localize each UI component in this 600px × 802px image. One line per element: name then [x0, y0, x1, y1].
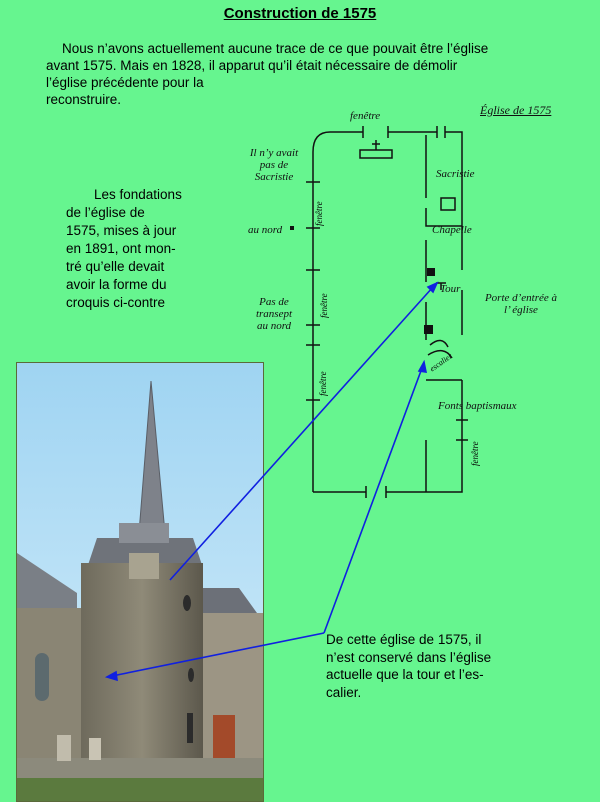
plan-label-line: Pas de	[259, 296, 289, 308]
plan-label-au-nord: au nord	[248, 224, 283, 236]
plan-label-chapelle: Chapelle	[432, 224, 472, 236]
plan-label-tour: Tour	[440, 283, 461, 295]
conserved-line: calier.	[326, 684, 362, 700]
plan-label-fenetre-v: fenêtre	[318, 371, 328, 396]
intro-line: l’église précédente pour la	[46, 75, 204, 90]
intro-line: avant 1575. Mais en 1828, il apparut qu’il était nécessaire de démolir	[46, 58, 458, 73]
tower-arrow	[170, 287, 433, 580]
plan-label-line: pas de	[259, 159, 289, 171]
foundations-line: 1575, mises à jour	[66, 223, 177, 238]
plan-label-fenetre-v: fenêtre	[319, 293, 329, 318]
plan-label-fenetre-v: fenêtre	[470, 441, 480, 466]
foundations-line: en 1891, ont mon-	[66, 241, 176, 256]
plan-label-line: Sacristie	[254, 171, 294, 183]
plan-label-pas-transept	[248, 296, 300, 332]
plan-label-line: au nord	[256, 320, 292, 332]
foundations-line: Les fondations	[94, 187, 182, 202]
plan-label-line: transept	[255, 308, 293, 320]
plan-wall	[445, 132, 462, 270]
plan-label-fonts: Fonts baptismaux	[438, 400, 517, 412]
foundations-line: tré qu’elle devait	[66, 259, 165, 274]
plan-label-fenetre-v: fenêtre	[314, 201, 324, 226]
intro-line: Nous n’avons actuellement aucune trace de ce que pouvait être l’église	[62, 41, 489, 56]
plan-label-line: Porte d’entrée à	[484, 292, 558, 304]
foundations-line: avoir la forme du	[66, 277, 167, 292]
plan-label-fenetre: fenêtre	[350, 110, 381, 122]
foundations-line: de l’église de	[66, 205, 145, 220]
page-title: Construction de 1575	[223, 5, 377, 22]
conserved-line: n’est conservé dans l’église	[326, 649, 492, 665]
foundations-line: croquis ci-contre	[66, 295, 166, 310]
intro-line: reconstruire.	[46, 92, 122, 107]
plan-title: Église de 1575	[480, 103, 552, 117]
staircase-arrow	[324, 368, 422, 633]
plan-label-sacristie: Sacristie	[436, 168, 475, 180]
plan-label-line: l’ église	[504, 304, 538, 316]
conserved-line: actuelle que la tour et l’es-	[326, 667, 484, 682]
plan-label-line: Il n’y avait	[249, 147, 299, 159]
photo-arrow	[112, 633, 324, 676]
plan-label-porte	[476, 292, 566, 316]
conserved-line: De cette église de 1575, il	[326, 632, 482, 647]
plan-label-escalier: escalier	[428, 351, 454, 374]
conserved-paragraph	[326, 631, 526, 701]
plan-label-no-sacristie	[246, 147, 302, 183]
